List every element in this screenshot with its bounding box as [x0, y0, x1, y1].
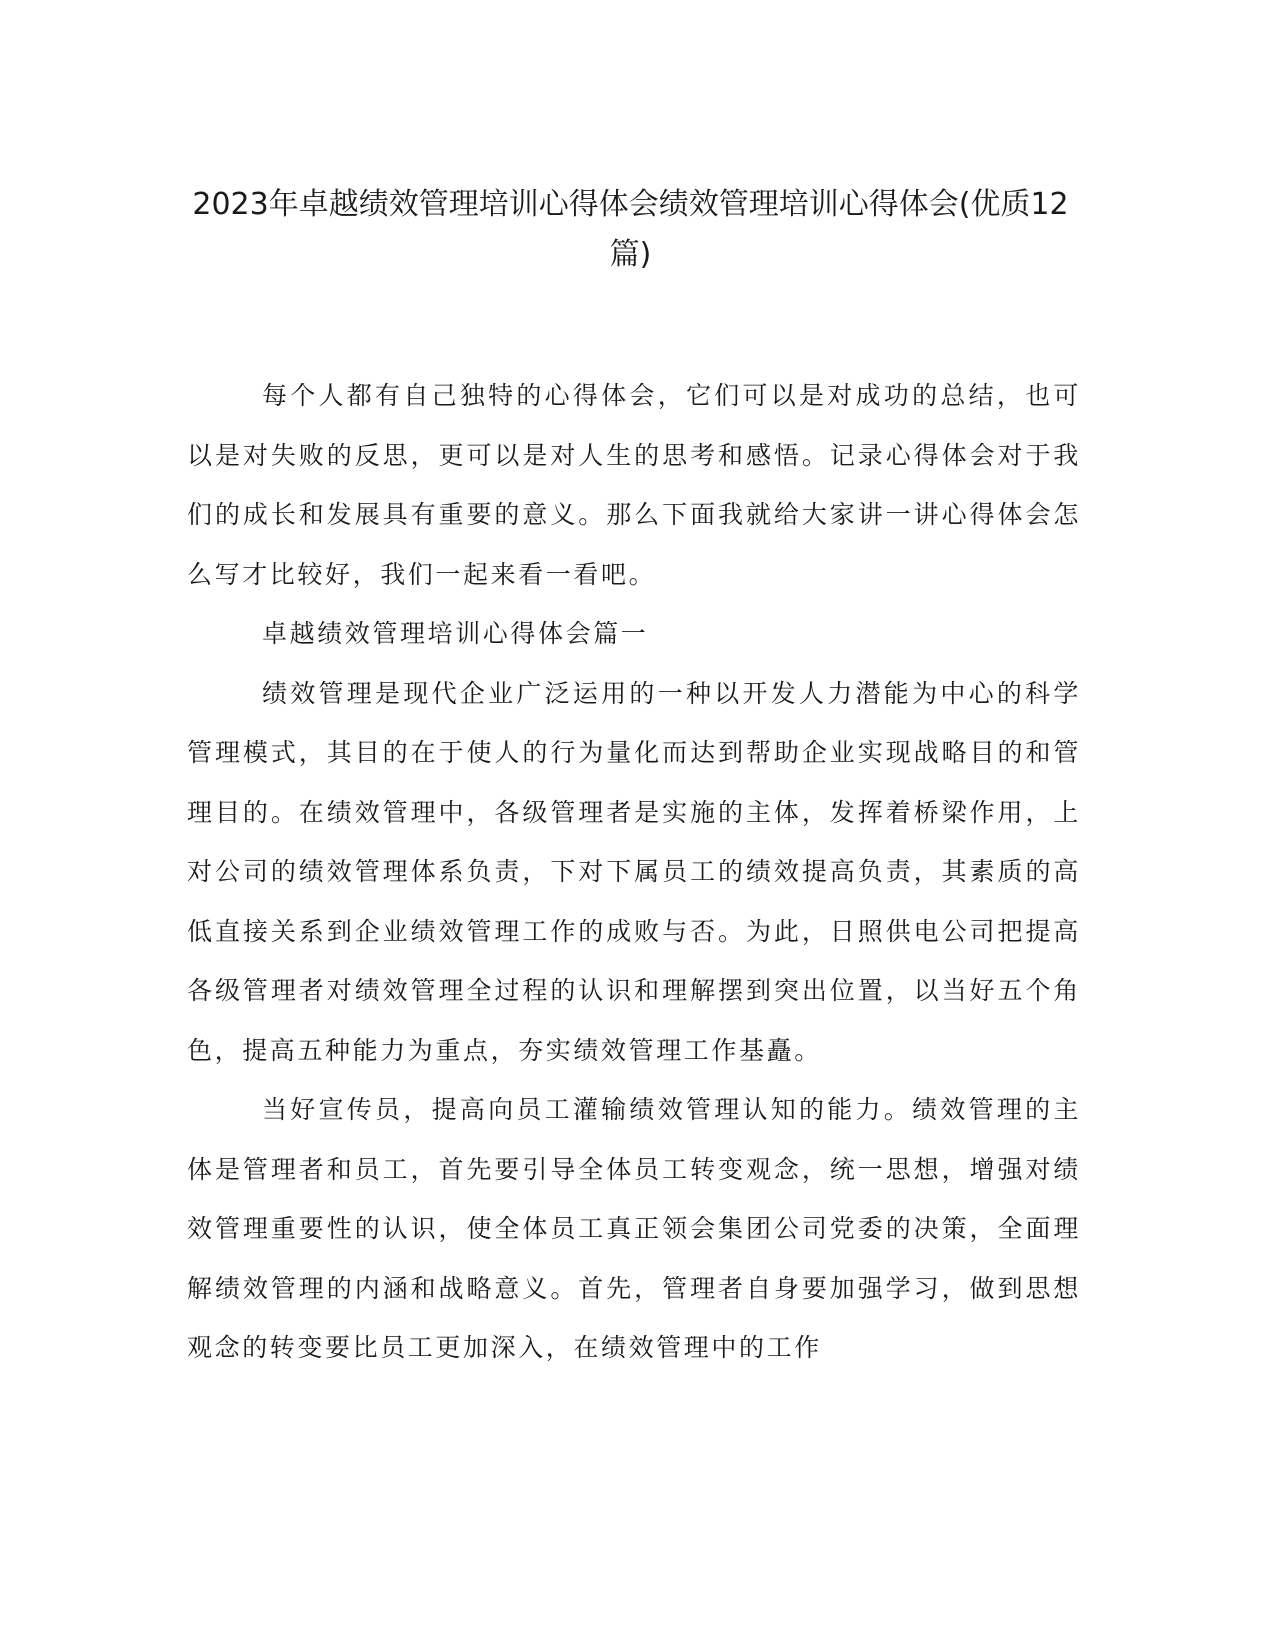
- body-paragraph: 绩效管理是现代企业广泛运用的一种以开发人力潜能为中心的科学管理模式，其目的在于使人的行为量化而达到帮助企业实现战略目的和管理目的。在绩效管理中，各级管理者是实施的主体，发挥着桥梁作用，上对公司的绩效管理体系负责，下对下属员工的绩效提高负责，其素质的高低直接关系到企业绩效管理工作的成败与否。为此，日照供电公司把提高各级管理者对绩效管理全过程的认识和理解摆到突出位置，以当好五个角色，提高五种能力为重点，夯实绩效管理工作基矗。: [187, 678, 1081, 1065]
- body-paragraph: 当好宣传员，提高向员工灌输绩效管理认知的能力。绩效管理的主体是管理者和员工，首先要引导全体员工转变观念，统一思想，增强对绩效管理重要性的认识，使全体员工真正领会集团公司党委的决策，全面理解绩效管理的内涵和战略意义。首先，管理者自身要加强学习，做到思想观念的转变要比员工更加深入，在绩效管理中的工作: [187, 1095, 1081, 1362]
- intro-paragraph: 每个人都有自己独特的心得体会，它们可以是对成功的总结，也可以是对失败的反思，更可以是对人生的思考和感悟。记录心得体会对于我们的成长和发展具有重要的意义。那么下面我就给大家讲一讲心得体会怎么写才比较好，我们一起来看一看吧。: [187, 381, 1081, 589]
- section-heading: 卓越绩效管理培训心得体会篇一: [262, 619, 649, 648]
- document-title: 2023年卓越绩效管理培训心得体会绩效管理培训心得体会(优质12篇): [192, 187, 1069, 272]
- document-body: [187, 366, 1081, 1378]
